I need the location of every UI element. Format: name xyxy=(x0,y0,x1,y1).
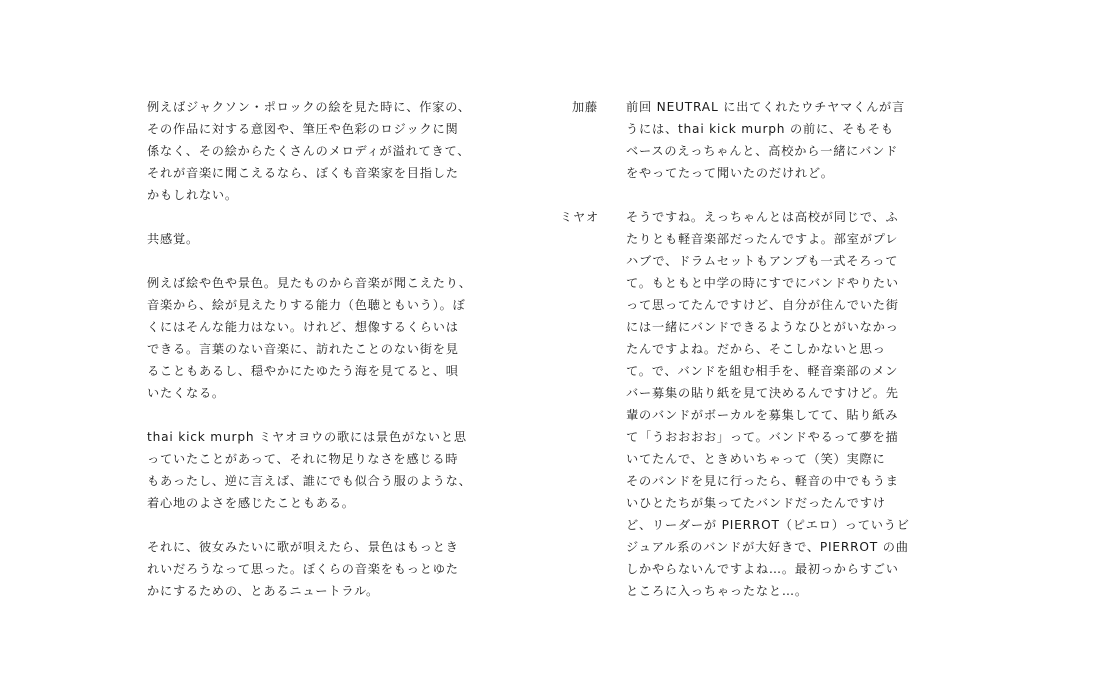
text-line: には一緒にバンドできるようなひとがいなかっ xyxy=(626,320,899,334)
essay-column xyxy=(147,96,507,624)
text-line: しかやらないんですよね…。最初っからすごい xyxy=(626,562,899,576)
text-line: たりとも軽音楽部だったんですよ。部室がプレ xyxy=(626,232,899,246)
text-line: うには、thai kick murph の前に、そもそも xyxy=(626,122,894,136)
text-line: たんですよね。だから、そこしかないと思っ xyxy=(626,342,886,356)
text-line: その作品に対する意図や、筆圧や色彩のロジックに関 xyxy=(147,122,459,136)
text-line: て。もともと中学の時にすでにバンドやりたい xyxy=(626,276,899,290)
text-line: 係なく、その絵からたくさんのメロディが溢れてきて、 xyxy=(147,144,471,158)
text-line: それが音楽に聞こえるなら、ぼくも音楽家を目指した xyxy=(147,166,459,180)
text-line: バー募集の貼り紙を見て決めるんですけど。先 xyxy=(626,386,899,400)
text-line: って思ってたんですけど、自分が住んでいた街 xyxy=(626,298,899,312)
text-line: くにはそんな能力はない。けれど、想像するくらいは xyxy=(147,320,459,334)
text-line: ベースのえっちゃんと、高校から一緒にバンド xyxy=(626,144,899,158)
text-line: ど、リーダーが PIERROT（ピエロ）っていうビ xyxy=(626,518,910,532)
text-line: て「うおおおお」って。バンドやるって夢を描 xyxy=(626,430,899,444)
speech-text xyxy=(626,96,980,184)
essay-paragraph-5 xyxy=(147,536,507,602)
text-line: そうですね。えっちゃんとは高校が同じで、ふ xyxy=(626,210,899,224)
text-line: をやってたって聞いたのだけれど。 xyxy=(626,166,834,180)
interview-column xyxy=(560,96,980,624)
text-line: 着心地のよさを感じたこともある。 xyxy=(147,496,355,510)
text-line: そのバンドを見に行ったら、軽音の中でもうま xyxy=(626,474,899,488)
text-line: thai kick murph ミヤオヨウの歌には景色がないと思 xyxy=(147,430,467,444)
essay-paragraph-1 xyxy=(147,96,507,206)
dialogue-entry xyxy=(560,96,980,184)
text-line: 音楽から、絵が見えたりする能力（色聴ともいう）。ぼ xyxy=(147,298,466,312)
speech-text xyxy=(626,206,980,602)
text-line: 例えば絵や色や景色。見たものから音楽が聞こえたり、 xyxy=(147,276,472,290)
dialogue-entry xyxy=(560,206,980,602)
text-line: 輩のバンドがボーカルを募集してて、貼り紙み xyxy=(626,408,899,422)
text-line: ところに入っちゃったなと…。 xyxy=(626,584,808,598)
text-line: て。で、バンドを組む相手を、軽音楽部のメン xyxy=(626,364,899,378)
text-line: 共感覚。 xyxy=(147,232,199,246)
text-line: いひとたちが集ってたバンドだったんですけ xyxy=(626,496,886,510)
text-line: ハブで、ドラムセットもアンプも一式そろって xyxy=(626,254,899,268)
text-line: かにするための、とあるニュートラル。 xyxy=(147,584,379,598)
text-line: ることもあるし、穏やかにたゆたう海を見てると、唄 xyxy=(147,364,459,378)
essay-paragraph-4 xyxy=(147,426,507,514)
text-line: かもしれない。 xyxy=(147,188,238,202)
essay-paragraph-2 xyxy=(147,228,507,250)
text-line: それに、彼女みたいに歌が唄えたら、景色はもっとき xyxy=(147,540,459,554)
text-line: っていたことがあって、それに物足りなさを感じる時 xyxy=(147,452,459,466)
text-line: ジュアル系のバンドが大好きで、PIERROT の曲 xyxy=(626,540,909,554)
essay-paragraph-3 xyxy=(147,272,507,404)
text-line: 例えばジャクソン・ポロックの絵を見た時に、作家の、 xyxy=(147,100,471,114)
speaker-name: 加藤 xyxy=(572,100,598,114)
text-line: もあったし、逆に言えば、誰にでも似合う服のような、 xyxy=(147,474,472,488)
text-line: いてたんで、ときめいちゃって（笑）実際に xyxy=(626,452,886,466)
speaker-name: ミヤオ xyxy=(560,210,599,224)
text-line: できる。言葉のない音楽に、訪れたことのない街を見 xyxy=(147,342,459,356)
text-line: いたくなる。 xyxy=(147,386,225,400)
text-line: 前回 NEUTRAL に出てくれたウチヤマくんが言 xyxy=(626,100,906,114)
text-line: れいだろうなって思った。ぼくらの音楽をもっとゆた xyxy=(147,562,459,576)
